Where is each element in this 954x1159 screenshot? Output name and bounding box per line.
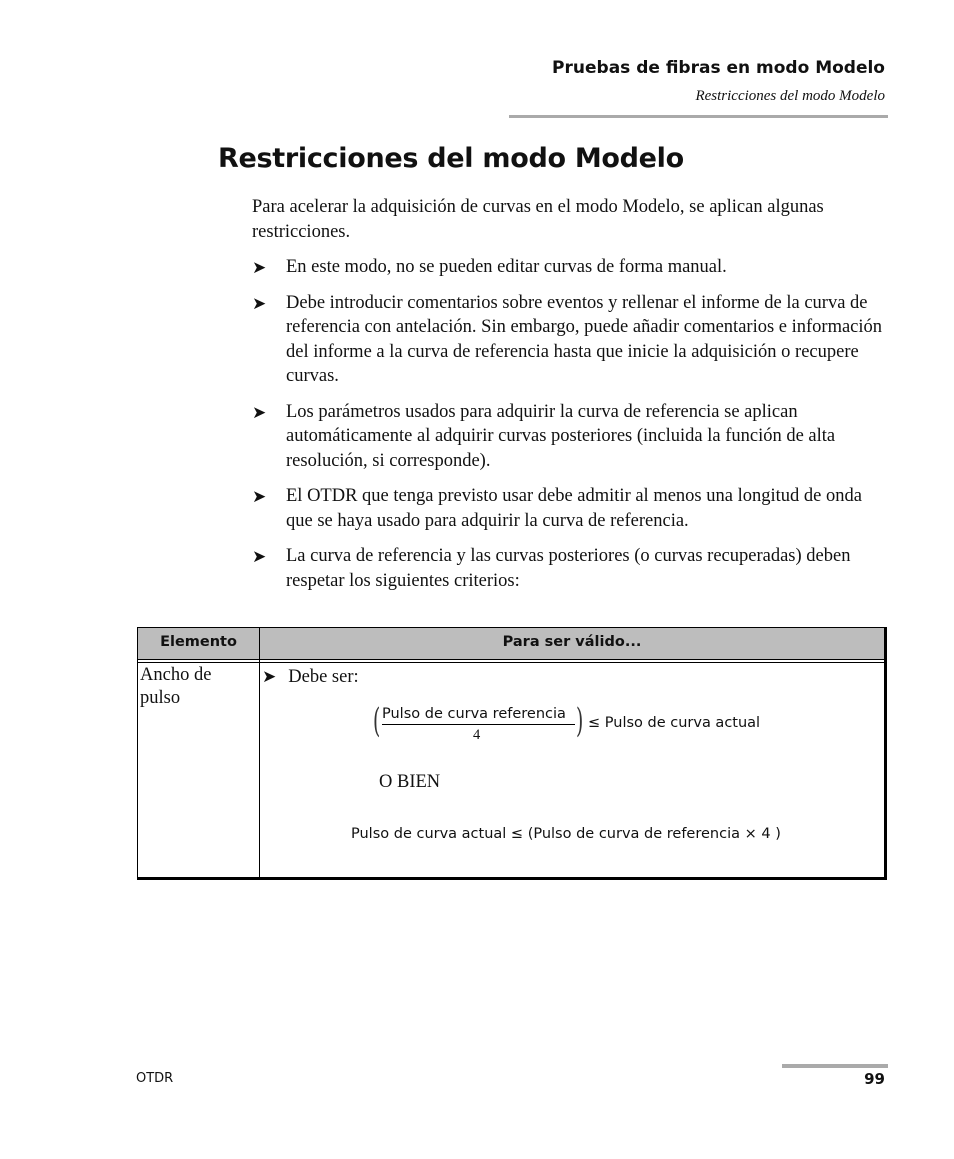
- footer-product: OTDR: [136, 1071, 174, 1086]
- table-cell-bullet: [262, 664, 359, 690]
- table-cell-element: Ancho de pulso: [140, 665, 212, 708]
- restrictions-list: [252, 255, 888, 593]
- list-item: [252, 400, 888, 474]
- fraction-bar: [382, 724, 575, 725]
- footer-rule: [782, 1064, 888, 1068]
- arrow-bullet-icon: ➤: [262, 667, 277, 686]
- criteria-table: [137, 627, 887, 880]
- page-number: 99: [864, 1070, 885, 1088]
- formula-second: Pulso de curva actual ≤ (Pulso de curva de referencia × 4 ): [351, 826, 781, 842]
- list-item: [252, 291, 888, 389]
- formula-numerator: Pulso de curva referencia: [382, 706, 566, 722]
- intro-paragraph: Para acelerar la adquisición de curvas en el modo Modelo, se aplican algunas restricciones.: [252, 197, 824, 242]
- table-header-rule: [138, 662, 884, 663]
- list-item-text: Los parámetros usados para adquirir la curva de referencia se aplican automáticamente al adquirir curvas posteriores (incluida la función de alta resolución, si corresponde).: [286, 401, 836, 471]
- body-text: [252, 195, 888, 604]
- list-item-text: Debe introducir comentarios sobre eventos y rellenar el informe de la curva de referencia con antelación. Sin embargo, puede añadir comentarios e información del informe a la curva de referencia hasta que inicie la adquisición o recupere curvas.: [286, 292, 883, 386]
- arrow-bullet-icon: ➤: [252, 402, 267, 422]
- running-header-section: Restricciones del modo Modelo: [695, 88, 885, 104]
- arrow-bullet-icon: ➤: [252, 293, 267, 313]
- arrow-bullet-icon: ➤: [252, 547, 267, 566]
- page-title: Restricciones del modo Modelo: [218, 143, 684, 174]
- header-rule: [509, 115, 888, 118]
- list-item-text: El OTDR que tenga previsto usar debe admitir al menos una longitud de onda que se haya usado para adquirir la curva de referencia.: [286, 486, 862, 531]
- list-item: [252, 255, 888, 280]
- formula-relation: ≤ Pulso de curva actual: [588, 715, 761, 731]
- column-header-valid: Para ser válido...: [502, 634, 642, 650]
- arrow-bullet-icon: ➤: [252, 258, 267, 277]
- list-item-text: La curva de referencia y las curvas posteriores (o curvas recuperadas) deben respetar los siguientes criterios:: [286, 546, 851, 591]
- arrow-bullet-icon: ➤: [252, 487, 267, 506]
- list-item: [252, 544, 888, 593]
- left-paren: (: [372, 701, 381, 741]
- formula-denominator: 4: [473, 727, 481, 743]
- list-item-text: En este modo, no se pueden editar curvas de forma manual.: [286, 257, 727, 277]
- or-text: O BIEN: [379, 772, 441, 792]
- list-item: [252, 484, 888, 533]
- running-header-chapter: Pruebas de fibras en modo Modelo: [552, 58, 885, 78]
- column-divider: [259, 628, 260, 877]
- right-paren: ): [575, 701, 584, 741]
- column-header-element: Elemento: [160, 634, 237, 650]
- bullet-text: Debe ser:: [288, 667, 359, 687]
